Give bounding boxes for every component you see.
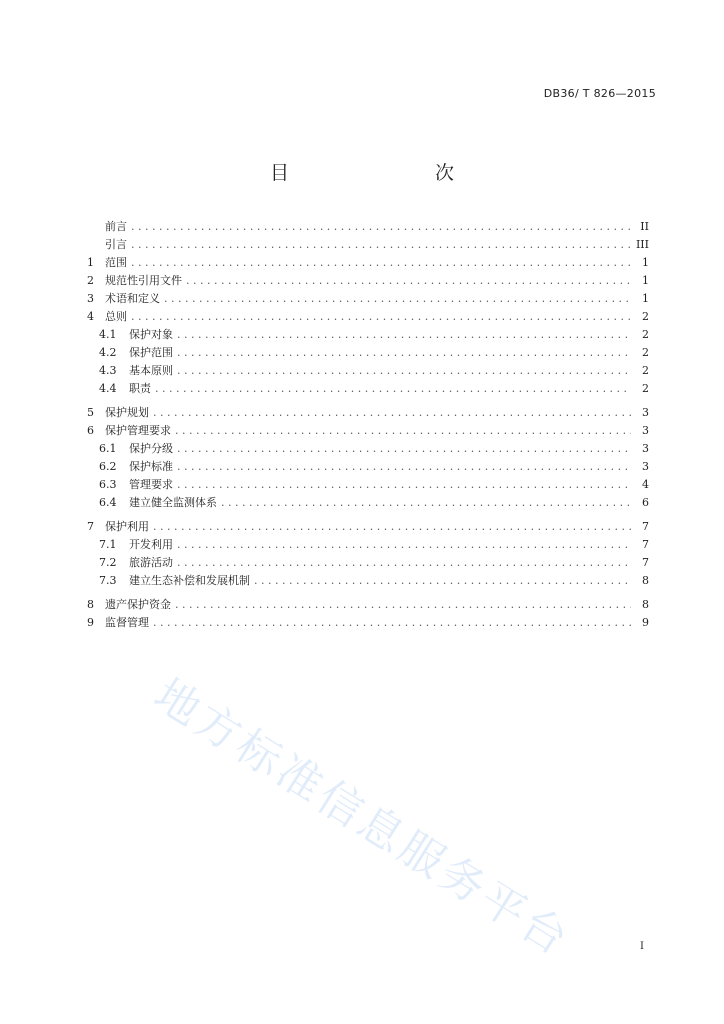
toc-entry-page: 7 <box>642 520 649 533</box>
toc-entry[interactable] <box>87 518 649 536</box>
toc-entry-number: 3 <box>87 292 94 305</box>
toc-entry[interactable] <box>87 236 649 254</box>
toc-leader-dots <box>177 440 631 458</box>
toc-entry-title: 遗产保护资金 <box>105 598 171 611</box>
toc-leader-dots <box>177 344 631 362</box>
toc-entry-title: 保护对象 <box>129 328 173 341</box>
watermark: 地方标准信息服务平台 <box>145 669 580 967</box>
toc-entry-title: 基本原则 <box>129 364 173 377</box>
toc-entry-title: 建立生态补偿和发展机制 <box>129 574 250 587</box>
toc-entry-page: 8 <box>642 598 649 611</box>
toc-entry-title: 前言 <box>105 220 127 233</box>
toc-entry[interactable] <box>87 476 649 494</box>
toc-entry-page: 7 <box>642 538 649 551</box>
page-title: 目 次 <box>269 162 490 184</box>
toc-entry-page: 1 <box>642 256 649 269</box>
toc-entry[interactable] <box>87 536 649 554</box>
toc-leader-dots <box>177 476 631 494</box>
toc-entry-title: 职责 <box>129 382 151 395</box>
toc-leader-dots <box>175 596 631 614</box>
toc-entry-number: 4 <box>87 310 94 323</box>
toc-leader-dots <box>177 362 631 380</box>
toc-entry[interactable] <box>87 440 649 458</box>
toc-entry[interactable] <box>87 596 649 614</box>
toc-entry-number: 2 <box>87 274 94 287</box>
toc-leader-dots <box>153 518 631 536</box>
toc-entry[interactable] <box>87 362 649 380</box>
toc-leader-dots <box>254 572 631 590</box>
toc-entry-page: 1 <box>642 274 649 287</box>
toc-leader-dots <box>153 404 631 422</box>
toc-entry-page: 3 <box>642 406 649 419</box>
toc-entry-number: 6.4 <box>99 496 117 509</box>
toc-entry-title: 总则 <box>105 310 127 323</box>
document-code: DB36/ T 826—2015 <box>543 87 656 100</box>
toc-entry[interactable] <box>87 614 649 632</box>
toc-leader-dots <box>175 422 631 440</box>
toc-entry-number: 7.1 <box>99 538 117 551</box>
toc-leader-dots <box>131 308 631 326</box>
toc-entry-title: 建立健全监测体系 <box>129 496 217 509</box>
table-of-contents <box>87 218 649 632</box>
toc-leader-dots <box>131 254 631 272</box>
toc-leader-dots <box>186 272 631 290</box>
toc-entry-page: 1 <box>642 292 649 305</box>
toc-entry[interactable] <box>87 422 649 440</box>
toc-leader-dots <box>177 554 631 572</box>
toc-entry[interactable] <box>87 308 649 326</box>
toc-leader-dots <box>164 290 631 308</box>
toc-entry-title: 保护分级 <box>129 442 173 455</box>
toc-entry-page: 7 <box>642 556 649 569</box>
toc-entry-number: 6 <box>87 424 94 437</box>
toc-entry[interactable] <box>87 326 649 344</box>
toc-entry[interactable] <box>87 344 649 362</box>
toc-leader-dots <box>221 494 631 512</box>
toc-entry[interactable] <box>87 458 649 476</box>
toc-entry-title: 保护管理要求 <box>105 424 171 437</box>
toc-leader-dots <box>177 536 631 554</box>
toc-entry-number: 7.2 <box>99 556 117 569</box>
toc-leader-dots <box>153 614 631 632</box>
toc-entry[interactable] <box>87 218 649 236</box>
toc-entry-page: 3 <box>642 460 649 473</box>
toc-entry-number: 7.3 <box>99 574 117 587</box>
toc-entry-title: 旅游活动 <box>129 556 173 569</box>
toc-leader-dots <box>177 326 631 344</box>
toc-entry-title: 监督管理 <box>105 616 149 629</box>
toc-entry[interactable] <box>87 404 649 422</box>
toc-entry-number: 9 <box>87 616 94 629</box>
toc-entry-title: 保护标准 <box>129 460 173 473</box>
toc-entry-number: 5 <box>87 406 94 419</box>
toc-entry-title: 保护利用 <box>105 520 149 533</box>
toc-entry-title: 术语和定义 <box>105 292 160 305</box>
toc-leader-dots <box>131 218 631 236</box>
toc-entry-page: II <box>640 220 649 233</box>
toc-entry-page: 2 <box>642 310 649 323</box>
toc-entry-title: 保护范围 <box>129 346 173 359</box>
toc-entry[interactable] <box>87 494 649 512</box>
toc-entry-page: 4 <box>642 478 649 491</box>
toc-entry-number: 7 <box>87 520 94 533</box>
toc-leader-dots <box>177 458 631 476</box>
toc-entry-page: 2 <box>642 346 649 359</box>
toc-entry-title: 管理要求 <box>129 478 173 491</box>
toc-entry-title: 保护规划 <box>105 406 149 419</box>
toc-entry-page: 2 <box>642 382 649 395</box>
toc-entry-page: 3 <box>642 424 649 437</box>
toc-entry-number: 4.3 <box>99 364 117 377</box>
toc-entry[interactable] <box>87 554 649 572</box>
toc-entry[interactable] <box>87 290 649 308</box>
toc-leader-dots <box>155 380 631 398</box>
toc-entry-number: 6.2 <box>99 460 117 473</box>
toc-entry-page: 2 <box>642 364 649 377</box>
toc-entry[interactable] <box>87 272 649 290</box>
toc-entry-page: 3 <box>642 442 649 455</box>
page-number: I <box>640 941 644 952</box>
toc-entry[interactable] <box>87 380 649 398</box>
toc-leader-dots <box>131 236 631 254</box>
toc-entry-title: 引言 <box>105 238 127 251</box>
toc-entry-page: 2 <box>642 328 649 341</box>
toc-entry-page: 8 <box>642 574 649 587</box>
toc-entry-number: 8 <box>87 598 94 611</box>
toc-entry[interactable] <box>87 254 649 272</box>
toc-entry-page: III <box>635 238 649 251</box>
toc-entry-title: 开发利用 <box>129 538 173 551</box>
toc-entry[interactable] <box>87 572 649 590</box>
toc-entry-title: 规范性引用文件 <box>105 274 182 287</box>
toc-entry-number: 6.1 <box>99 442 117 455</box>
toc-entry-number: 4.2 <box>99 346 117 359</box>
toc-entry-page: 6 <box>642 496 649 509</box>
toc-entry-number: 6.3 <box>99 478 117 491</box>
toc-entry-title: 范围 <box>105 256 127 269</box>
toc-entry-page: 9 <box>642 616 649 629</box>
toc-entry-number: 4.1 <box>99 328 117 341</box>
toc-entry-number: 1 <box>87 256 94 269</box>
toc-entry-number: 4.4 <box>99 382 117 395</box>
